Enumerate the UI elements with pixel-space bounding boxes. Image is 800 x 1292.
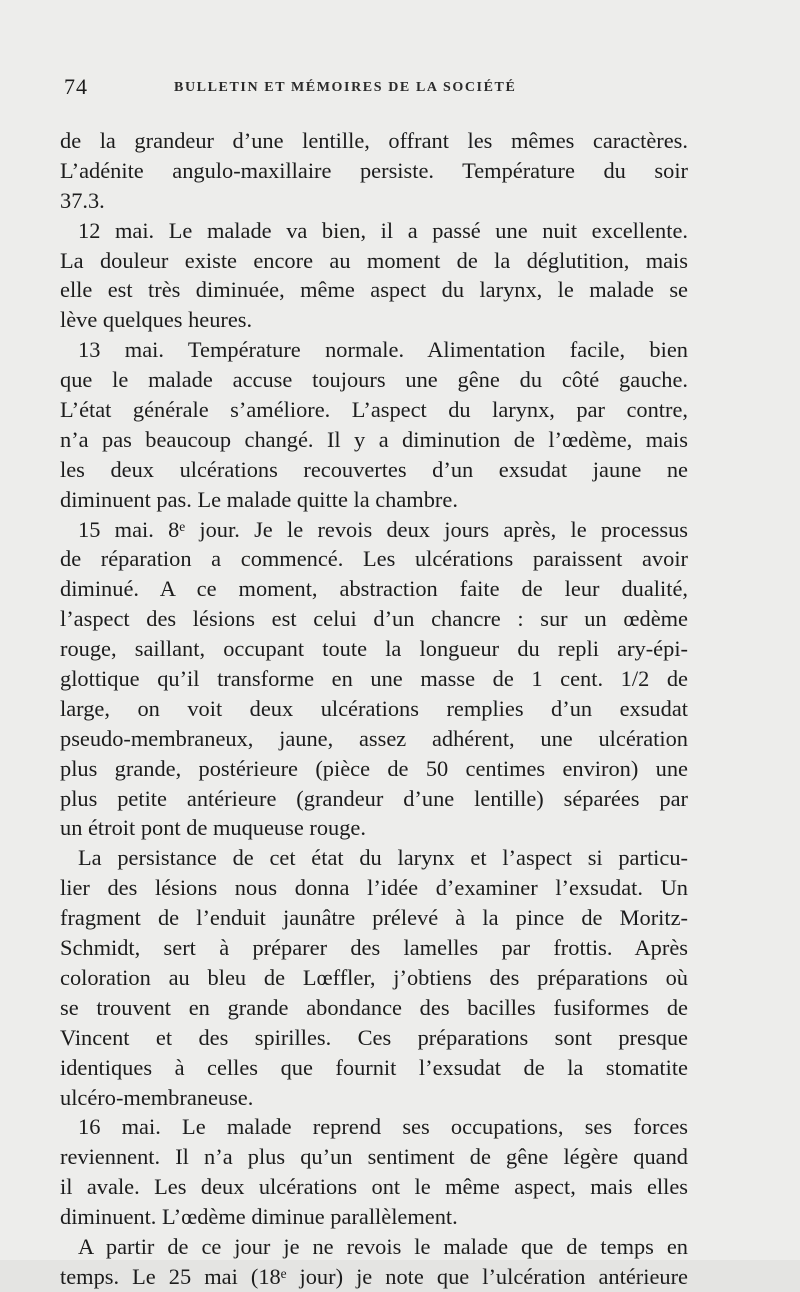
text-line: Vincent et des spirilles. Ces préparations sont presque <box>60 1024 688 1050</box>
text-line: se trouvent en grande abondance des bacilles fusiformes de <box>60 994 688 1020</box>
page-header <box>64 74 684 104</box>
text-line: glottique qu’il transforme en une masse de 1 cent. 1/2 de <box>60 666 688 692</box>
text-line: l’aspect des lésions est celui d’un chancre : sur un œdème <box>60 606 688 632</box>
text-line: diminuent. L’œdème diminue parallèlement. <box>60 1204 458 1230</box>
text-line: A partir de ce jour je ne revois le malade que de temps en <box>78 1233 688 1259</box>
paragraph-continuation <box>60 126 688 216</box>
running-head: BULLETIN ET MÉMOIRES DE LA SOCIÉTÉ <box>174 80 517 95</box>
text-line: La persistance de cet état du larynx et l’aspect si particu- <box>78 845 688 871</box>
text-line: de la grandeur d’une lentille, offrant les mêmes caractères. <box>60 128 688 153</box>
text-line: identiques à celles que fournit l’exsudat de la stomatite <box>60 1054 688 1080</box>
text-line: les deux ulcérations recouvertes d’un exsudat jaune ne <box>60 456 688 482</box>
paragraph-exsudat <box>60 843 688 1112</box>
text-line: il avale. Les deux ulcérations ont le même aspect, mais elles <box>60 1174 688 1200</box>
body-text <box>60 126 688 1292</box>
text-line: 12 mai. Le malade va bien, il a passé une nuit excellente. <box>78 217 688 243</box>
text-line: n’a pas beaucoup changé. Il y a diminution de l’œdème, mais <box>60 426 688 452</box>
text-line: fragment de l’enduit jaunâtre prélevé à la pince de Moritz- <box>60 905 688 931</box>
text-line: de réparation a commencé. Les ulcérations paraissent avoir <box>60 546 688 572</box>
text-line: 37.3. <box>60 187 105 213</box>
text-line: un étroit pont de muqueuse rouge. <box>60 815 366 841</box>
text-line: diminué. A ce moment, abstraction faite de leur dualité, <box>60 576 688 602</box>
text-line: 15 mai. 8ᵉ jour. Je le revois deux jours après, le processus <box>78 516 688 542</box>
text-line: temps. Le 25 mai (18ᵉ jour) je note que l’ulcération antérieure <box>60 1263 688 1289</box>
text-line: ulcéro-membraneuse. <box>60 1084 254 1110</box>
text-line: 16 mai. Le malade reprend ses occupations, ses forces <box>78 1114 688 1140</box>
text-line: elle est très diminuée, même aspect du larynx, le malade se <box>60 277 688 303</box>
text-line: plus grande, postérieure (pièce de 50 centimes environ) une <box>60 755 688 781</box>
text-line: coloration au bleu de Lœffler, j’obtiens des préparations où <box>60 964 688 990</box>
paragraph-12-mai <box>60 216 688 336</box>
page-number: 74 <box>64 74 88 99</box>
text-line: diminuent pas. Le malade quitte la chambre. <box>60 486 458 512</box>
paragraph-16-mai <box>60 1112 688 1232</box>
text-line: large, on voit deux ulcérations remplies d’un exsudat <box>60 695 688 721</box>
text-line: lier des lésions nous donna l’idée d’examiner l’exsudat. Un <box>60 875 688 901</box>
text-line: que le malade accuse toujours une gêne du côté gauche. <box>60 367 688 393</box>
text-line: pseudo-membraneux, jaune, assez adhérent, une ulcération <box>60 725 688 751</box>
text-line: plus petite antérieure (grandeur d’une lentille) séparées par <box>60 785 688 811</box>
text-line: lève quelques heures. <box>60 307 253 333</box>
paragraph-13-mai <box>60 335 688 514</box>
paragraph-15-mai <box>60 515 688 844</box>
text-line: rouge, saillant, occupant toute la longueur du repli ary-épi- <box>60 636 688 662</box>
paragraph-25-mai <box>60 1232 688 1292</box>
text-line: L’adénite angulo-maxillaire persiste. Température du soir <box>60 157 688 183</box>
text-line: reviennent. Il n’a plus qu’un sentiment de gêne légère quand <box>60 1144 688 1170</box>
text-line: Schmidt, sert à préparer des lamelles par frottis. Après <box>60 935 688 961</box>
text-line: L’état générale s’améliore. L’aspect du larynx, par contre, <box>60 397 688 423</box>
text-line: La douleur existe encore au moment de la déglutition, mais <box>60 247 688 273</box>
text-line: 13 mai. Température normale. Alimentation facile, bien <box>78 337 688 363</box>
